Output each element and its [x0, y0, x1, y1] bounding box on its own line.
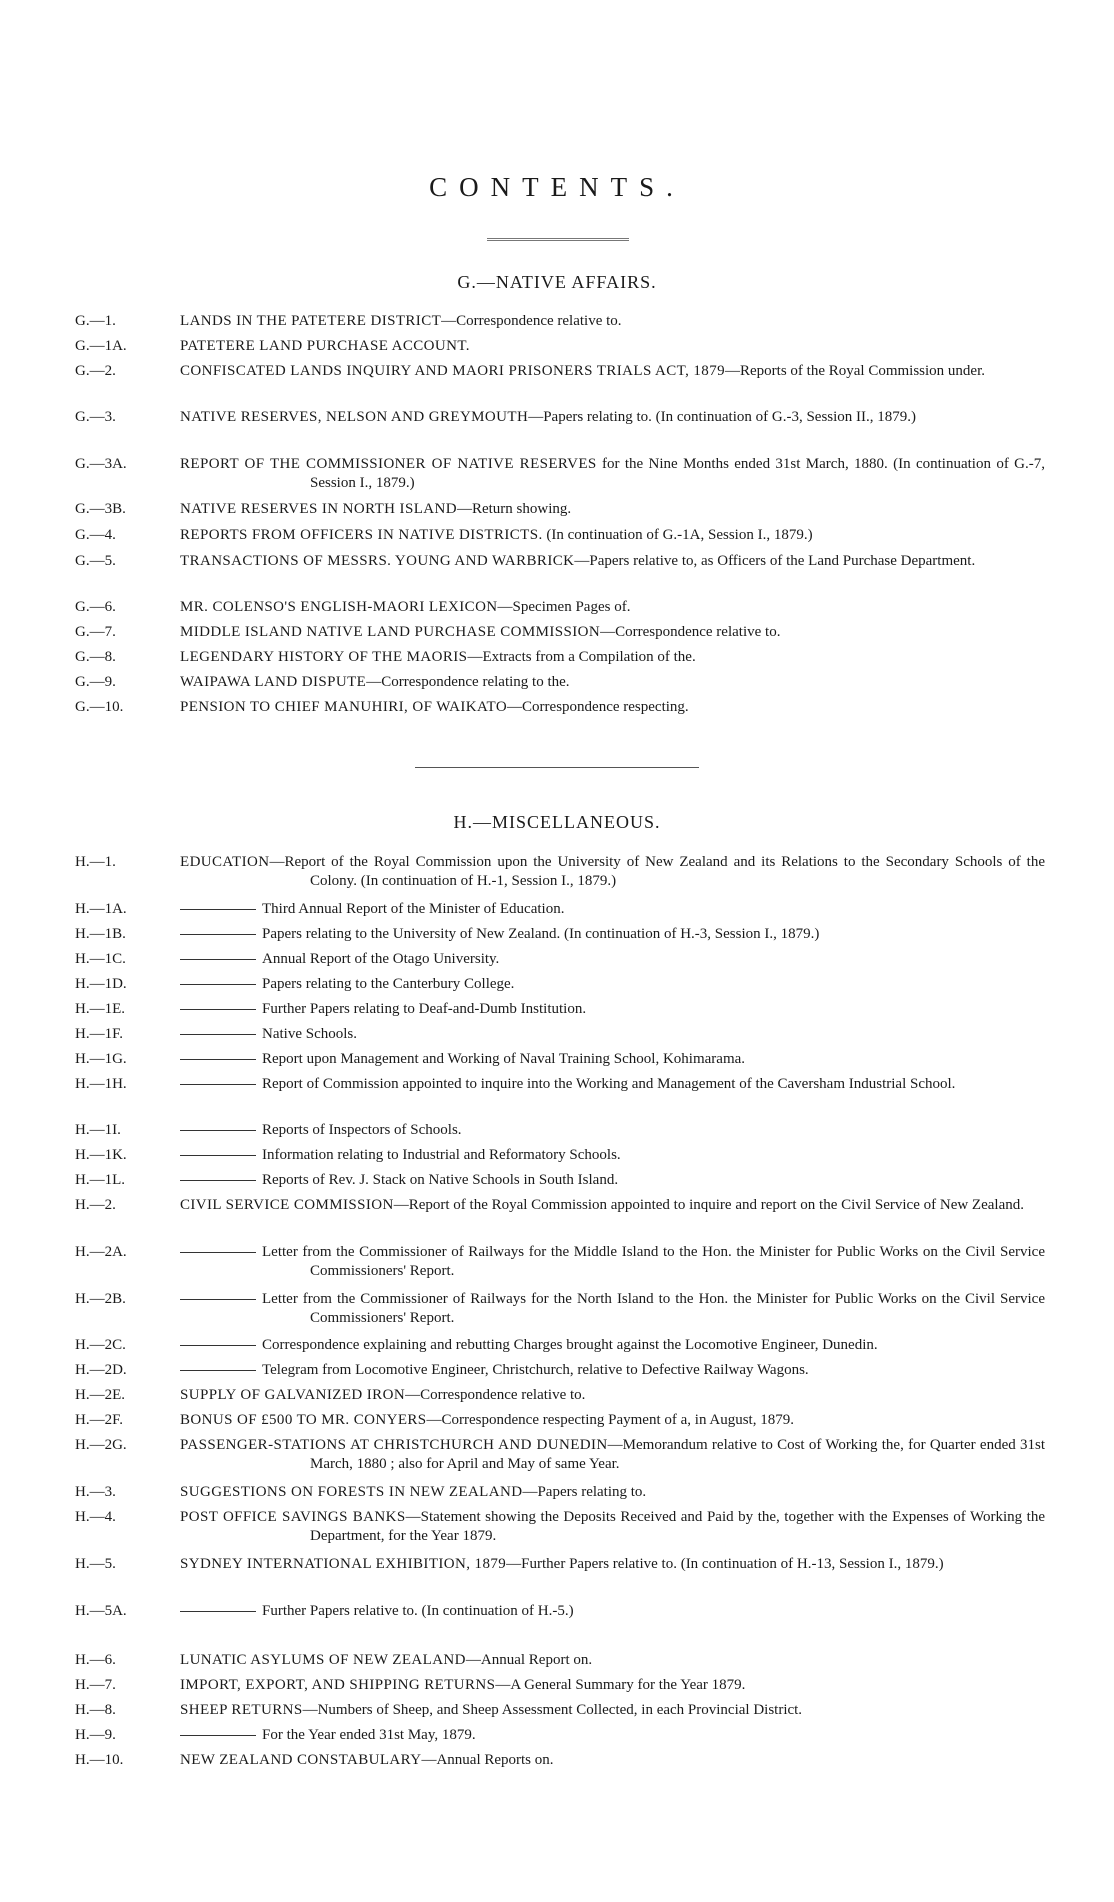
entry-code: G.—8.	[75, 649, 116, 665]
entry-text	[180, 975, 1045, 994]
entry-text	[180, 1243, 1045, 1281]
entry-description: Report of Commission appointed to inquire into the Working and Management of the Caversham Industrial School.	[262, 1076, 956, 1092]
entry-title: REPORT OF THE COMMISSIONER OF NATIVE RESERVES	[180, 456, 597, 472]
ditto-rule	[180, 984, 256, 985]
entry-code: H.—10.	[75, 1752, 124, 1768]
entry-description: —Annual Reports on.	[421, 1752, 554, 1768]
entry-title: MIDDLE ISLAND NATIVE LAND PURCHASE COMMISSION	[180, 624, 601, 640]
entry-description: —Correspondence respecting Payment of a, in August, 1879.	[426, 1412, 794, 1428]
section-divider	[415, 767, 699, 768]
entry-description: —Correspondence relative to.	[600, 624, 781, 640]
entry-code: H.—1K.	[75, 1147, 127, 1163]
entry-title: LEGENDARY HISTORY OF THE MAORIS	[180, 649, 468, 665]
section-heading: H.—MISCELLANEOUS.	[453, 812, 661, 832]
ditto-rule	[180, 1611, 256, 1612]
entry-description: Reports of Rev. J. Stack on Native Schools in South Island.	[262, 1172, 619, 1188]
entry-title: REPORTS FROM OFFICERS IN NATIVE DISTRICTS.	[180, 527, 543, 543]
entry-description: (In continuation of G.-1A, Session I., 1879.)	[542, 527, 813, 543]
entry-description: —Annual Report on.	[465, 1652, 593, 1668]
entry-description: —Correspondence respecting.	[507, 699, 689, 715]
entry-code: G.—3B.	[75, 501, 126, 517]
entry-description: Telegram from Locomotive Engineer, Christchurch, relative to Defective Railway Wagons.	[262, 1362, 809, 1378]
entry-title: WAIPAWA LAND DISPUTE	[180, 674, 367, 690]
ditto-rule	[180, 909, 256, 910]
entry-text	[180, 1290, 1045, 1328]
entry-description: —Papers relating to.	[522, 1484, 647, 1500]
entry-description: Annual Report of the Otago University.	[262, 951, 500, 967]
entry-description: For the Year ended 31st May, 1879.	[262, 1727, 476, 1743]
entry-description: —Papers relative to, as Officers of the Land Purchase Department.	[574, 553, 976, 569]
entry-title: PENSION TO CHIEF MANUHIRI, OF WAIKATO	[180, 699, 508, 715]
entry-code: H.—1A.	[75, 901, 127, 917]
entry-code: H.—3.	[75, 1484, 116, 1500]
entry-text	[180, 623, 1045, 642]
entry-text	[180, 455, 1045, 493]
entry-description: Report upon Management and Working of Naval Training School, Kohimarama.	[262, 1051, 746, 1067]
entry-code: H.—1C.	[75, 951, 126, 967]
entry-text	[180, 1726, 1045, 1745]
entry-description: —Correspondence relative to.	[441, 313, 622, 329]
entry-description: for the Nine Months ended 31st March, 1880. (In continuation of G.-7, Session I., 1879.)	[310, 456, 1045, 491]
entry-text	[180, 1336, 1045, 1355]
entry-text	[180, 900, 1045, 919]
entry-description: —Extracts from a Compilation of the.	[467, 649, 696, 665]
entry-code: H.—4.	[75, 1509, 116, 1525]
entry-text	[180, 1676, 1045, 1695]
entry-description: Information relating to Industrial and Reformatory Schools.	[262, 1147, 621, 1163]
entry-description: Reports of Inspectors of Schools.	[262, 1122, 462, 1138]
entry-description: —Report of the Royal Commission appointed to inquire and report on the Civil Service of New Zealand.	[393, 1197, 1024, 1213]
title-rule	[487, 238, 629, 241]
entry-description: Papers relating to the University of New Zealand. (In continuation of H.-3, Session I., 1879.)	[262, 926, 820, 942]
entry-text	[180, 1025, 1045, 1044]
entry-title: NEW ZEALAND CONSTABULARY	[180, 1752, 422, 1768]
entry-code: H.—1L.	[75, 1172, 125, 1188]
entry-code: H.—5A.	[75, 1603, 127, 1619]
entry-text	[180, 1483, 1045, 1502]
entry-title: PASSENGER-STATIONS AT CHRISTCHURCH AND DUNEDIN	[180, 1437, 608, 1453]
entry-description: Letter from the Commissioner of Railways for the North Island to the Hon. the Minister for Public Works on the Civil Service Commissioners' Report.	[262, 1291, 1045, 1326]
entry-description: Further Papers relating to Deaf-and-Dumb Institution.	[262, 1001, 587, 1017]
entry-title: LANDS IN THE PATETERE DISTRICT	[180, 313, 442, 329]
entry-text	[180, 1361, 1045, 1380]
entry-text	[180, 500, 1045, 519]
entry-text	[180, 1050, 1045, 1069]
entry-text	[180, 648, 1045, 667]
entry-text	[180, 1121, 1045, 1140]
ditto-rule	[180, 959, 256, 960]
entry-text	[180, 1000, 1045, 1019]
entry-title: POST OFFICE SAVINGS BANKS	[180, 1509, 406, 1525]
entry-text	[180, 1386, 1045, 1405]
entry-text	[180, 950, 1045, 969]
ditto-rule	[180, 1130, 256, 1131]
entry-text	[180, 1555, 1045, 1574]
entry-code: G.—3.	[75, 409, 116, 425]
entry-code: H.—2D.	[75, 1362, 127, 1378]
entry-code: H.—1G.	[75, 1051, 127, 1067]
entry-text	[180, 1075, 1045, 1094]
entry-description: Correspondence explaining and rebutting Charges brought against the Locomotive Engineer, Dunedin.	[262, 1337, 878, 1353]
entry-text	[180, 526, 1045, 545]
entry-text	[180, 698, 1045, 717]
ditto-rule	[180, 1370, 256, 1371]
entry-title: PATETERE LAND PURCHASE ACCOUNT.	[180, 338, 470, 354]
entry-description: —Further Papers relative to. (In continuation of H.-13, Session I., 1879.)	[506, 1556, 944, 1572]
entry-text	[180, 337, 1045, 356]
entry-title: CONFISCATED LANDS INQUIRY AND MAORI PRISONERS TRIALS ACT, 1879	[180, 363, 725, 379]
entry-description: —Correspondence relative to.	[405, 1387, 586, 1403]
entry-code: H.—5.	[75, 1556, 116, 1572]
entry-description: —Return showing.	[456, 501, 572, 517]
entry-code: H.—2B.	[75, 1291, 126, 1307]
entry-code: G.—5.	[75, 553, 116, 569]
entry-code: H.—8.	[75, 1702, 116, 1718]
ditto-rule	[180, 1034, 256, 1035]
entry-title: SYDNEY INTERNATIONAL EXHIBITION, 1879	[180, 1556, 507, 1572]
entry-description: Papers relating to the Canterbury College.	[262, 976, 515, 992]
entry-text	[180, 1436, 1045, 1474]
entry-code: H.—2A.	[75, 1244, 127, 1260]
ditto-rule	[180, 1735, 256, 1736]
entry-code: H.—9.	[75, 1727, 116, 1743]
entry-text	[180, 925, 1045, 944]
ditto-rule	[180, 1252, 256, 1253]
entry-text	[180, 1602, 1045, 1621]
entry-title: IMPORT, EXPORT, AND SHIPPING RETURNS	[180, 1677, 496, 1693]
entry-code: G.—10.	[75, 699, 124, 715]
ditto-rule	[180, 1155, 256, 1156]
ditto-rule	[180, 1059, 256, 1060]
entry-description: —Memorandum relative to Cost of Working the, for Quarter ended 31st March, 1880 ; also for April and May of same Year.	[310, 1437, 1046, 1472]
entry-title: MR. COLENSO'S ENGLISH-MAORI LEXICON	[180, 599, 498, 615]
entry-text	[180, 673, 1045, 692]
entry-text	[180, 1171, 1045, 1190]
entry-description: Letter from the Commissioner of Railways for the Middle Island to the Hon. the Minister for Public Works on the Civil Service Commissioners' Report.	[262, 1244, 1045, 1279]
entry-code: H.—1D.	[75, 976, 127, 992]
entry-code: H.—2.	[75, 1197, 116, 1213]
entry-description: —Reports of the Royal Commission under.	[725, 363, 985, 379]
entry-title: SUGGESTIONS ON FORESTS IN NEW ZEALAND	[180, 1484, 523, 1500]
ditto-rule	[180, 1180, 256, 1181]
entry-code: G.—2.	[75, 363, 116, 379]
entry-title: SHEEP RETURNS	[180, 1702, 303, 1718]
entry-description: —Report of the Royal Commission upon the University of New Zealand and its Relations to the Secondary Schools of the Colony. (In continuation of H.-1, Session I., 1879.)	[269, 854, 1045, 889]
entry-code: H.—1B.	[75, 926, 126, 942]
entry-code: H.—1F.	[75, 1026, 123, 1042]
entry-code: H.—2G.	[75, 1437, 127, 1453]
entry-title: TRANSACTIONS OF MESSRS. YOUNG AND WARBRICK	[180, 553, 575, 569]
entry-description: Further Papers relative to. (In continuation of H.-5.)	[262, 1603, 574, 1619]
entry-code: H.—2F.	[75, 1412, 123, 1428]
entry-text	[180, 853, 1045, 891]
entry-text	[180, 1751, 1045, 1770]
entry-code: H.—2E.	[75, 1387, 125, 1403]
ditto-rule	[180, 934, 256, 935]
entry-code: H.—1I.	[75, 1122, 121, 1138]
entry-text	[180, 1146, 1045, 1165]
entry-text	[180, 1196, 1045, 1215]
entry-code: G.—6.	[75, 599, 116, 615]
entry-title: BONUS OF £500 TO MR. CONYERS	[180, 1412, 427, 1428]
entry-title: LUNATIC ASYLUMS OF NEW ZEALAND	[180, 1652, 466, 1668]
entry-code: G.—7.	[75, 624, 116, 640]
entry-code: H.—6.	[75, 1652, 116, 1668]
ditto-rule	[180, 1299, 256, 1300]
entry-code: G.—4.	[75, 527, 116, 543]
entry-description: —Papers relating to. (In continuation of G.-3, Session II., 1879.)	[528, 409, 917, 425]
entry-description: —Correspondence relating to the.	[366, 674, 570, 690]
entry-description: —Statement showing the Deposits Received and Paid by the, together with the Expenses of Working the Department, for the Year 1879.	[310, 1509, 1045, 1544]
entry-text	[180, 1411, 1045, 1430]
ditto-rule	[180, 1345, 256, 1346]
page-title: CONTENTS.	[429, 172, 685, 202]
entry-code: H.—1H.	[75, 1076, 127, 1092]
entry-code: G.—9.	[75, 674, 116, 690]
entry-text	[180, 1701, 1045, 1720]
entry-description: —Numbers of Sheep, and Sheep Assessment Collected, in each Provincial District.	[302, 1702, 803, 1718]
ditto-rule	[180, 1009, 256, 1010]
entry-code: H.—1E.	[75, 1001, 125, 1017]
entry-description: Third Annual Report of the Minister of Education.	[262, 901, 565, 917]
entry-description: Native Schools.	[262, 1026, 357, 1042]
entry-text	[180, 552, 1045, 571]
entry-text	[180, 598, 1045, 617]
entry-code: G.—3A.	[75, 456, 127, 472]
ditto-rule	[180, 1084, 256, 1085]
entry-text	[180, 1651, 1045, 1670]
entry-text	[180, 1508, 1045, 1546]
entry-description: —A General Summary for the Year 1879.	[495, 1677, 746, 1693]
entry-code: H.—1.	[75, 854, 116, 870]
entry-code: H.—7.	[75, 1677, 116, 1693]
entry-code: G.—1A.	[75, 338, 127, 354]
entry-text	[180, 408, 1045, 427]
entry-code: H.—2C.	[75, 1337, 126, 1353]
entry-text	[180, 362, 1045, 381]
entry-title: NATIVE RESERVES, NELSON AND GREYMOUTH	[180, 409, 529, 425]
entry-title: NATIVE RESERVES IN NORTH ISLAND	[180, 501, 457, 517]
entry-title: CIVIL SERVICE COMMISSION	[180, 1197, 394, 1213]
entry-text	[180, 312, 1045, 331]
entry-title: EDUCATION	[180, 854, 270, 870]
entry-title: SUPPLY OF GALVANIZED IRON	[180, 1387, 406, 1403]
entry-description: —Specimen Pages of.	[497, 599, 631, 615]
section-heading: G.—NATIVE AFFAIRS.	[457, 272, 657, 292]
entry-code: G.—1.	[75, 313, 116, 329]
